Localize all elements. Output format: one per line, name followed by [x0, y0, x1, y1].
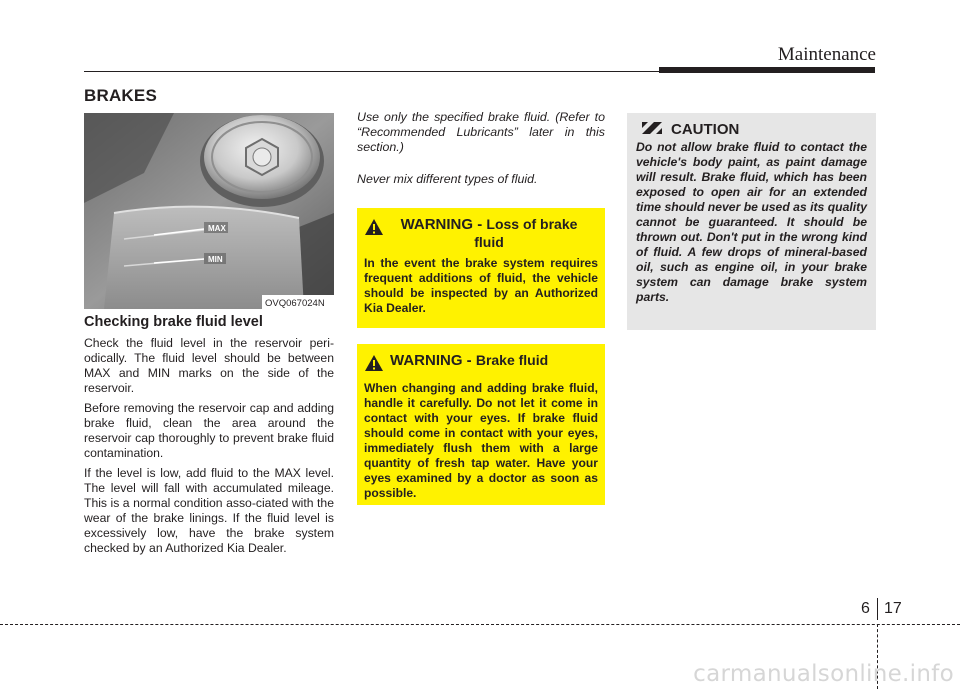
watermark: carmanualsonline.info [693, 661, 954, 687]
min-mark-label: MIN [208, 255, 223, 264]
body-paragraph: Before removing the reservoir cap and adding brake fluid, clean the area around the reservoir cap thoroughly to prevent brake fluid contamination. [84, 401, 334, 460]
footer-rule [0, 624, 960, 625]
brake-reservoir-photo [84, 113, 334, 309]
max-mark-label: MAX [208, 224, 226, 233]
caution-body: Do not allow brake fluid to contact the vehicle's body paint, as paint damage will result. Brake fluid, which has been exposed to open air for an extended time should never be used as its quality cannot be guaranteed. It should be thrown out. Don't put in the wrong kind of fluid. A few drops of mineral-based oil, such as engine oil, in your brake system can damage brake system parts. [636, 140, 867, 304]
mixing-note: Never mix different types of fluid. [357, 172, 538, 186]
warning-label: WARNING - [390, 352, 476, 369]
warning-label: WARNING - [400, 216, 487, 233]
warning-body: In the event the brake system requires frequent additions of fluid, the vehicle should be inspected by an Authorized Kia Dealer. [364, 256, 598, 315]
warning-title [364, 216, 598, 252]
body-paragraph: If the level is low, add fluid to the MAX level. The level will fall with accumulated mileage. This is a normal condition asso-ciated with the wear of the brake linings. If the fluid level is excessively low, have the brake system checked by an Authorized Kia Dealer. [84, 466, 334, 555]
body-paragraph: Check the fluid level in the reservoir peri-odically. The fluid level should be between MAX and MIN marks on the side of the reservoir. [84, 336, 334, 395]
header-title: Maintenance [777, 44, 876, 65]
body-column-1 [84, 315, 334, 561]
chapter-number: 6 [861, 600, 870, 617]
caution-title: CAUTION [671, 121, 740, 138]
header-rule-accent [659, 67, 875, 73]
warning-box-brake-fluid [357, 344, 605, 505]
section-title: BRAKES [84, 86, 157, 105]
brake-fluid-note: Use only the specified brake fluid. (Refer to “Recommended Lubricants” later in this section.) [357, 110, 605, 154]
caution-box [627, 113, 876, 330]
warning-body: When changing and adding brake fluid, handle it carefully. Do not let it come in contact with your eyes. If brake fluid should come in contact with your eyes, immediately flush them with a large quantity of fresh tap water. Have your eyes examined by a doctor as soon as possible. [364, 381, 598, 500]
warning-triangle-icon [364, 218, 384, 241]
warning-title [364, 352, 598, 377]
figure-code: OVQ067024N [265, 298, 325, 309]
warning-subtitle: Loss of brake fluid [474, 216, 578, 250]
warning-subtitle: Brake fluid [475, 352, 549, 368]
warning-box-fluid-loss [357, 208, 605, 328]
page-number: 17 [884, 600, 902, 617]
warning-triangle-icon [364, 354, 384, 377]
caution-title-row [642, 121, 867, 138]
page-number-separator [877, 598, 878, 620]
caution-icon [642, 121, 662, 138]
body-column-2 [357, 110, 605, 204]
subsection-heading: Checking brake fluid level [84, 314, 263, 330]
